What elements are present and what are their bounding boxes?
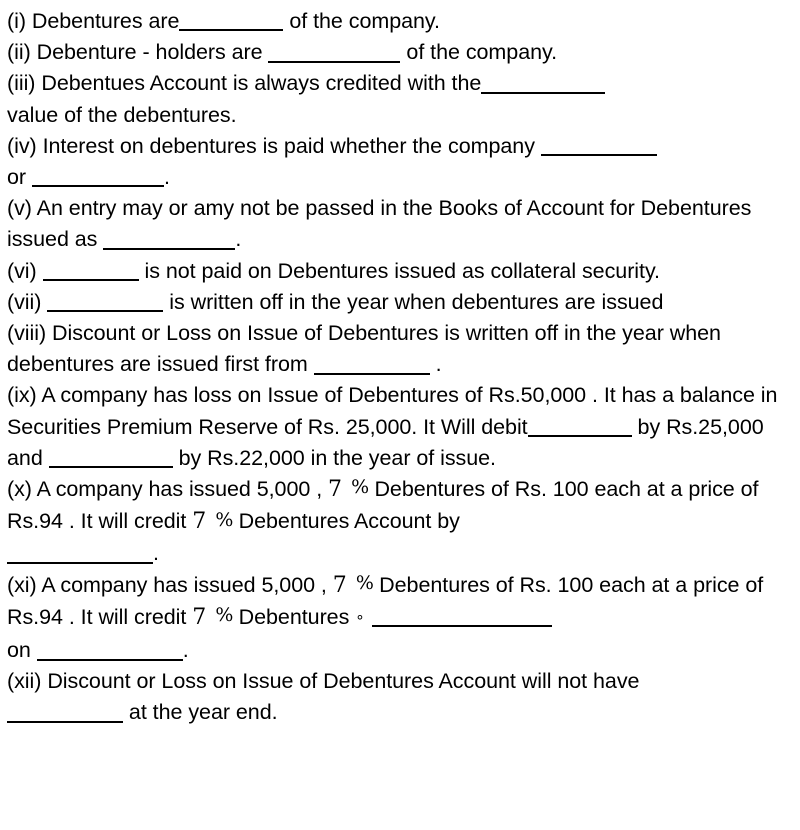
- ring-operator-icon: ∘: [355, 608, 365, 627]
- blank-ii-1[interactable]: [268, 40, 400, 62]
- blank-xii-1[interactable]: [7, 700, 123, 722]
- item-text-vii-after: is written off in the year when debentures are issued: [163, 289, 664, 314]
- item-text-viii-before: Discount or Loss on Issue of Debentures is written off in the year when debentures are issued first from: [7, 321, 727, 377]
- item-text-i-after: of the company.: [283, 9, 440, 33]
- blank-i-1[interactable]: [179, 9, 283, 31]
- question-item-iv: [7, 131, 796, 193]
- blank-ix-2[interactable]: [49, 446, 173, 468]
- item-marker-xii: (xii): [7, 669, 42, 694]
- item-text-xii-before: Discount or Loss on Issue of Debentures Account will not have: [47, 669, 646, 694]
- item-text-x-before: A company has issued 5,000 ,: [36, 477, 329, 502]
- item-marker-xi: (xi): [7, 572, 37, 597]
- blank-ix-1[interactable]: [528, 415, 632, 437]
- item-marker-i: (i): [7, 9, 26, 33]
- blank-iii-1[interactable]: [481, 71, 605, 93]
- percent-rate-x-2: 7 %: [192, 508, 234, 535]
- item-text-ix-mid: by Rs.25,000 and: [7, 414, 770, 470]
- item-marker-iii: (iii): [7, 71, 36, 96]
- question-item-ix: [7, 380, 796, 474]
- item-text-vi-after: is not paid on Debentures issued as collateral security.: [138, 258, 660, 283]
- item-marker-viii: (viii): [7, 321, 47, 346]
- item-text-iv-before: Interest on debentures is paid whether the company: [42, 133, 541, 158]
- question-item-xi: [7, 570, 796, 667]
- question-item-i: [7, 6, 796, 37]
- question-item-v: [7, 193, 796, 255]
- percent-rate-x-1: 7 %: [328, 476, 370, 503]
- item-text-xi-after: .: [182, 638, 189, 663]
- question-item-viii: [7, 318, 796, 380]
- item-marker-iv: (iv): [7, 133, 37, 158]
- item-text-v-after: .: [235, 227, 242, 252]
- blank-vii-1[interactable]: [47, 290, 163, 312]
- question-item-vi: [7, 256, 796, 287]
- item-text-ix-before: A company has loss on Issue of Debentures of Rs.50,000 . It has a balance in Securities Premium Reserve of Rs. 25,000. It Will debit: [7, 383, 784, 439]
- item-marker-ix: (ix): [7, 383, 37, 408]
- percent-rate-xi-1: 7 %: [332, 572, 375, 598]
- item-text-iii-before: Debentues Account is always credited with the: [41, 71, 482, 96]
- blank-x-1[interactable]: [7, 541, 153, 563]
- blank-v-1[interactable]: [103, 227, 235, 249]
- question-item-ii: [7, 37, 796, 68]
- item-text-xi-mid-3: on: [7, 638, 37, 663]
- question-item-xii: [7, 666, 796, 728]
- item-text-x-mid: Debentures of Rs. 100 each at a price of Rs.94 . It will credit: [7, 477, 765, 534]
- item-text-xi-mid-2: Debentures: [232, 604, 356, 629]
- item-marker-vi: (vi): [7, 258, 37, 283]
- item-text-x-mid-2: Debentures Account by: [232, 509, 466, 534]
- blank-viii-1[interactable]: [314, 352, 430, 374]
- item-text-xi-before: A company has issued 5,000 ,: [41, 572, 333, 597]
- item-text-v-before: An entry may or amy not be passed in the Books of Account for Debentures issued as: [7, 196, 758, 252]
- item-marker-v: (v): [7, 196, 32, 221]
- blank-iv-1[interactable]: [541, 134, 657, 156]
- item-text-xi-mid: Debentures of Rs. 100 each at a price of Rs.94 . It will credit: [7, 572, 770, 629]
- percent-rate-xi-2: 7 %: [192, 604, 234, 630]
- item-text-ii-before: Debenture - holders are: [36, 40, 269, 65]
- item-text-i-before: Debentures are: [31, 9, 180, 33]
- item-marker-x: (x): [7, 477, 32, 502]
- item-text-iii-after: value of the debentures.: [7, 102, 237, 127]
- item-text-xii-after: at the year end.: [123, 700, 278, 725]
- item-text-viii-after: .: [429, 352, 442, 377]
- item-text-iv-after: .: [163, 165, 170, 190]
- item-text-iv-mid: or: [7, 165, 32, 190]
- item-text-ix-after: by Rs.22,000 in the year of issue.: [172, 445, 496, 470]
- question-item-iii: [7, 68, 796, 130]
- item-marker-vii: (vii): [7, 289, 42, 314]
- question-item-vii: [7, 287, 796, 318]
- item-marker-ii: (ii): [7, 40, 31, 65]
- item-text-x-after: .: [153, 541, 159, 566]
- blank-xi-1[interactable]: [372, 605, 552, 627]
- blank-vi-1[interactable]: [43, 259, 139, 281]
- blank-iv-2[interactable]: [32, 165, 164, 187]
- item-text-ii-after: of the company.: [400, 40, 558, 65]
- question-item-x: [7, 474, 796, 570]
- blank-xi-2[interactable]: [37, 638, 183, 660]
